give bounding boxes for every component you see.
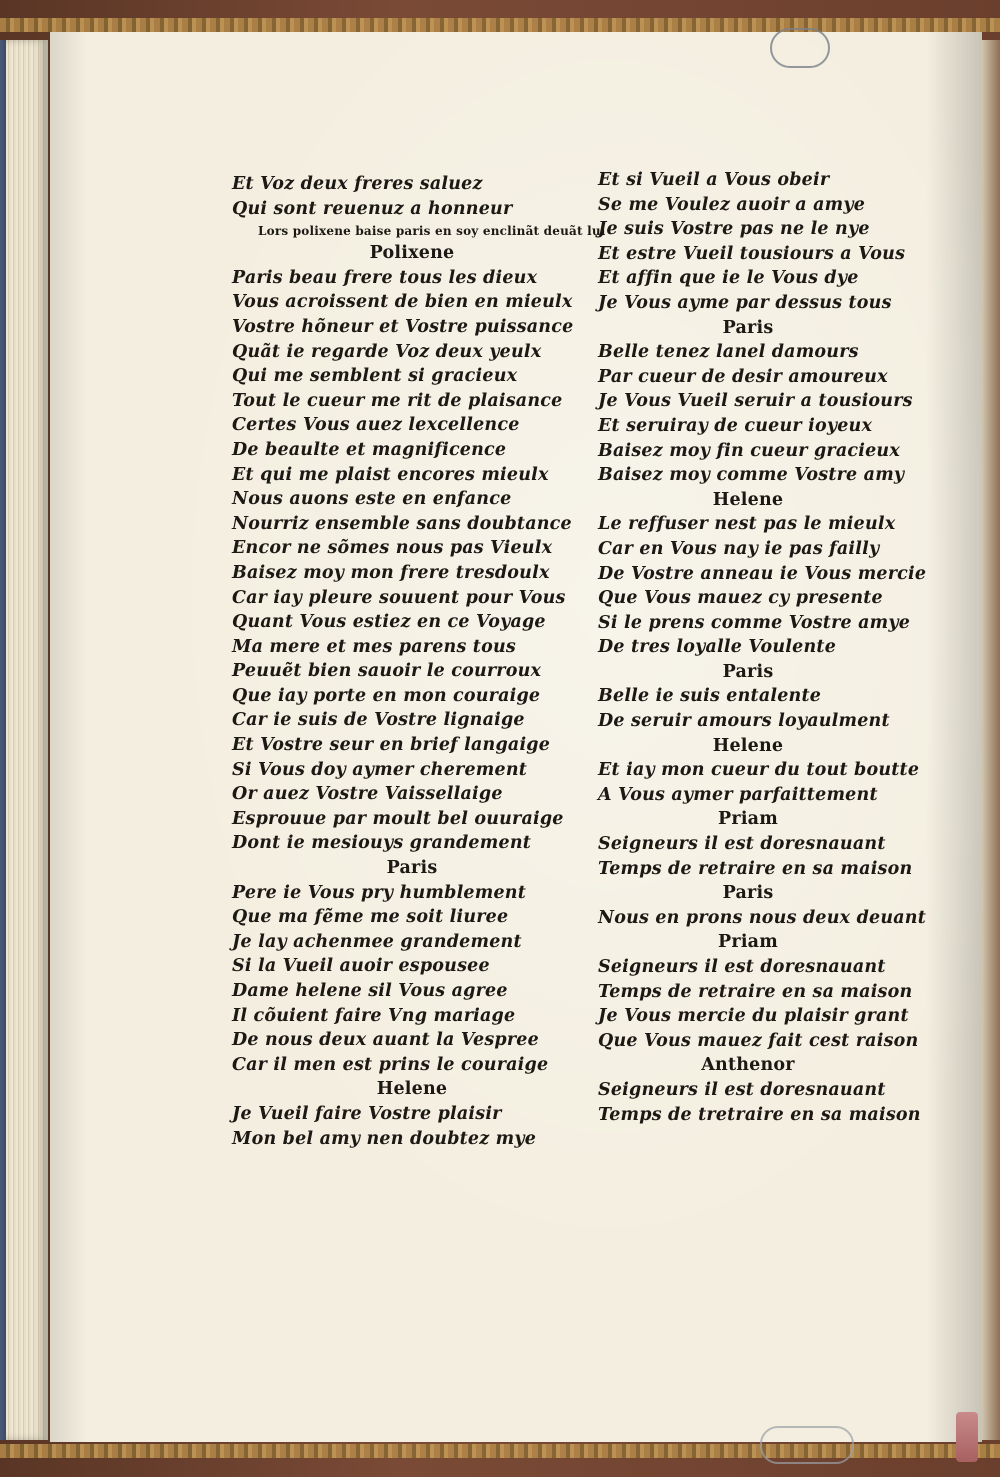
verse-line: Nous en prons nous deux deuant: [598, 907, 927, 928]
verse-line: Quant Vous estiez en ce Voyage: [232, 612, 546, 633]
page-clip-bottom: [760, 1426, 854, 1464]
speaker-name: Helene: [712, 489, 784, 510]
speaker-name: Paris: [386, 858, 438, 879]
verse-line: Qui me semblent si gracieux: [232, 366, 518, 387]
text-column-left: [232, 172, 606, 1151]
page-clip-top: [770, 28, 830, 68]
verse-line: Car en Vous nay ie pas failly: [598, 538, 880, 559]
verse-line: Et qui me plaist encores mieulx: [232, 464, 549, 485]
verse-line: Esprouue par moult bel ouuraige: [232, 808, 564, 829]
verse-line: Baisez moy mon frere tresdoulx: [232, 562, 550, 583]
verse-line: De tres loyalle Voulente: [598, 637, 837, 658]
verse-line: Je Vous ayme par dessus tous: [598, 292, 892, 313]
verse-line: Si Vous doy aymer cherement: [232, 759, 528, 780]
verse-line: Si la Vueil auoir espousee: [232, 956, 490, 977]
speaker-name: Helene: [376, 1079, 448, 1100]
speaker-name: Polixene: [369, 243, 455, 264]
verse-line: Que ma fẽme me soit liuree: [232, 907, 509, 928]
verse-line: Par cueur de desir amoureux: [598, 366, 888, 387]
verse-line: Que iay porte en mon couraige: [232, 685, 541, 706]
speaker-name: Helene: [712, 735, 784, 756]
verse-line: Tout le cueur me rit de plaisance: [232, 390, 563, 411]
bookmark-ribbon: [956, 1412, 978, 1462]
verse-line: Que Vous mauez cy presente: [598, 588, 883, 609]
verse-line: Se me Voulez auoir a amye: [598, 194, 866, 215]
verse-line: Vostre hõneur et Vostre puissance: [232, 316, 574, 337]
verse-line: Je Vueil faire Vostre plaisir: [232, 1103, 502, 1124]
verse-line: Paris beau frere tous les dieux: [232, 267, 538, 288]
verse-line: Le reffuser nest pas le mieulx: [598, 514, 896, 535]
verse-line: Car iay pleure souuent pour Vous: [232, 587, 566, 608]
stage-direction: Lors polixene baise paris en soy enclinãt deuãt lui: [258, 224, 606, 239]
verse-line: Seigneurs il est doresnauant: [598, 834, 886, 855]
page-stack-left: [6, 40, 48, 1440]
speaker-name: Priam: [718, 809, 778, 830]
verse-line: Je Vous Vueil seruir a tousiours: [598, 391, 913, 412]
verse-line: Temps de retraire en sa maison: [598, 981, 913, 1002]
verse-line: Je suis Vostre pas ne le nye: [598, 219, 870, 240]
verse-line: Or auez Vostre Vaissellaige: [232, 784, 503, 805]
verse-line: Ma mere et mes parens tous: [232, 636, 516, 657]
verse-line: Et seruiray de cueur ioyeux: [598, 415, 873, 436]
verse-line: Nourriz ensemble sans doubtance: [232, 513, 572, 534]
verse-line: Car il men est prins le couraige: [232, 1054, 549, 1075]
verse-line: Qui sont reuenuz a honneur: [232, 198, 513, 219]
verse-line: De beaulte et magnificence: [232, 439, 507, 460]
verse-line: Nous auons este en enfance: [232, 489, 512, 510]
text-column-right: [598, 168, 938, 1127]
verse-line: Baisez moy fin cueur gracieux: [598, 440, 900, 461]
verse-line: Mon bel amy nen doubtez mye: [232, 1128, 537, 1149]
speaker-name: Anthenor: [701, 1055, 795, 1076]
verse-line: Dont ie mesiouys grandement: [232, 833, 532, 854]
verse-line: Peuuẽt bien sauoir le courroux: [232, 661, 542, 682]
verse-line: Et Voz deux freres saluez: [232, 174, 483, 194]
verse-line: Et Vostre seur en brief langaige: [232, 735, 551, 756]
verse-line: Car ie suis de Vostre lignaige: [232, 710, 525, 731]
page-stack-right: [980, 40, 1000, 1440]
verse-line: Temps de tretraire en sa maison: [598, 1104, 921, 1125]
verse-line: A Vous aymer parfaittement: [598, 784, 878, 805]
speaker-name: Priam: [718, 932, 778, 953]
verse-line: Je lay achептee grandement: [232, 931, 522, 952]
verse-line: De seruir amours loyaulment: [598, 711, 890, 732]
speaker-name: Paris: [722, 317, 774, 338]
verse-line: Baisez moy comme Vostre amy: [598, 465, 905, 486]
verse-line: Et iay mon cueur du tout boutte: [598, 760, 920, 781]
speaker-name: Paris: [722, 661, 774, 682]
verse-line: Pere ie Vous pry humblement: [232, 882, 527, 903]
speaker-name: Paris: [722, 883, 774, 904]
verse-line: Dame helene sil Vous agree: [232, 981, 508, 1001]
verse-line: Belle ie suis entalente: [598, 686, 822, 707]
verse-line: Je Vous mercie du plaisir grant: [598, 1006, 909, 1027]
verse-line: Si le prens comme Vostre amye: [598, 612, 911, 633]
verse-line: Belle tenez lanel damours: [598, 342, 859, 363]
verse-line: Vous acroissent de bien en mieulx: [232, 292, 573, 313]
verse-line: Il cõuient faire Vng mariage: [232, 1005, 516, 1026]
verse-line: Que Vous mauez fait cest raison: [598, 1030, 919, 1051]
verse-line: Seigneurs il est doresnauant: [598, 957, 886, 977]
verse-line: Seigneurs il est doresnauant: [598, 1079, 886, 1100]
verse-line: De Vostre anneau ie Vous mercie: [598, 563, 927, 584]
verse-line: Quãt ie regarde Voz deux yeulx: [232, 341, 542, 362]
verse-line: Encor ne sõmes nous pas Vieulx: [232, 538, 553, 559]
gilt-edge-top: [0, 18, 1000, 32]
verse-line: De nous deux auant la Vespree: [232, 1030, 539, 1051]
verse-line: Et si Vueil a Vous obeir: [598, 170, 830, 190]
verse-line: Certes Vous auez lexcellence: [232, 415, 520, 436]
verse-line: Et affin que ie le Vous dye: [598, 268, 859, 289]
verse-line: Et estre Vueil tousiours a Vous: [598, 243, 906, 264]
verse-line: Temps de retraire en sa maison: [598, 858, 913, 879]
